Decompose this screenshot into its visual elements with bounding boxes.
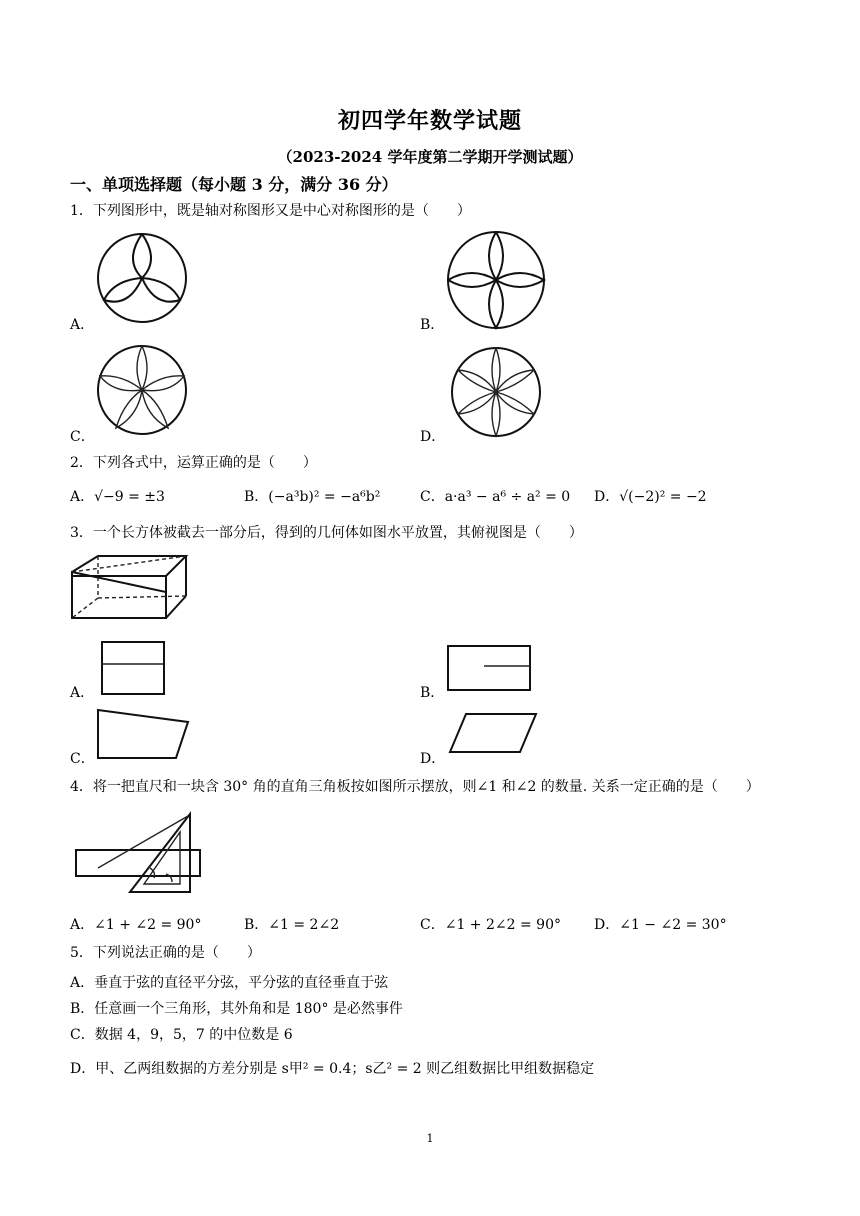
q1-option-b: B．: [420, 317, 445, 333]
q3-option-a: A．: [70, 685, 95, 701]
q4-option-c: C．∠1 + 2∠2 = 90°: [420, 917, 561, 933]
q3-solid-figure: [68, 552, 190, 624]
q1-figure-b: [444, 230, 552, 330]
question-2-stem: 2．下列各式中，运算正确的是（ ）: [70, 455, 317, 471]
q5-option-a: A．垂直于弦的直径平分弦，平分弦的直径垂直于弦: [70, 975, 389, 991]
q3-option-b: B．: [420, 685, 445, 701]
q2-option-b: B．(−a³b)² = −a⁶b²: [244, 489, 381, 505]
q4-option-a: A．∠1 + ∠2 = 90°: [70, 917, 202, 933]
q1-figure-d: [444, 344, 548, 440]
q2-option-a: A．√−9 = ±3: [70, 489, 165, 505]
page-number: 1: [426, 1132, 434, 1145]
q5-option-c: C．数据 4，9，5，7 的中位数是 6: [70, 1027, 293, 1043]
section-heading: 一、单项选择题（每小题 3 分，满分 36 分）: [70, 175, 398, 194]
q3-figure-d: [448, 710, 540, 756]
q1-figure-c: [94, 344, 194, 440]
q1-option-a: A．: [70, 317, 95, 333]
q1-figure-a: [94, 230, 194, 330]
q4-ruler-triangle-figure: [70, 808, 204, 898]
q4-option-b: B．∠1 = 2∠2: [244, 917, 340, 933]
question-4-stem: 4．将一把直尺和一块含 30° 角的直角三角板按如图所示摆放，则∠1 和∠2 的数量. 关系一定正确的是（ ）: [70, 779, 760, 795]
q4-option-d: D．∠1 − ∠2 = 30°: [594, 917, 727, 933]
question-5-stem: 5．下列说法正确的是（ ）: [70, 945, 261, 961]
q3-option-d: D．: [420, 751, 446, 767]
q3-figure-a: [98, 638, 168, 698]
q1-option-c: C．: [70, 429, 95, 445]
q2-option-c: C．a·a³ − a⁶ ÷ a² = 0: [420, 489, 571, 505]
question-3-stem: 3．一个长方体被截去一部分后，得到的几何体如图水平放置，其俯视图是（ ）: [70, 525, 583, 541]
q3-figure-c: [94, 706, 194, 762]
q3-figure-b: [444, 644, 534, 694]
question-1-stem: 1．下列图形中，既是轴对称图形又是中心对称图形的是（ ）: [70, 203, 471, 219]
q5-option-b: B．任意画一个三角形，其外角和是 180° 是必然事件: [70, 1001, 403, 1017]
page-subtitle: （2023-2024 学年度第二学期开学测试题）: [277, 148, 583, 166]
q1-option-d: D．: [420, 429, 446, 445]
q3-option-c: C．: [70, 751, 95, 767]
page-title: 初四学年数学试题: [337, 108, 522, 134]
q5-option-d: D．甲、乙两组数据的方差分别是 s甲² = 0.4；s乙² = 2 则乙组数据比甲组数据稳定: [70, 1061, 595, 1077]
q2-option-d: D．√(−2)² = −2: [594, 489, 707, 505]
